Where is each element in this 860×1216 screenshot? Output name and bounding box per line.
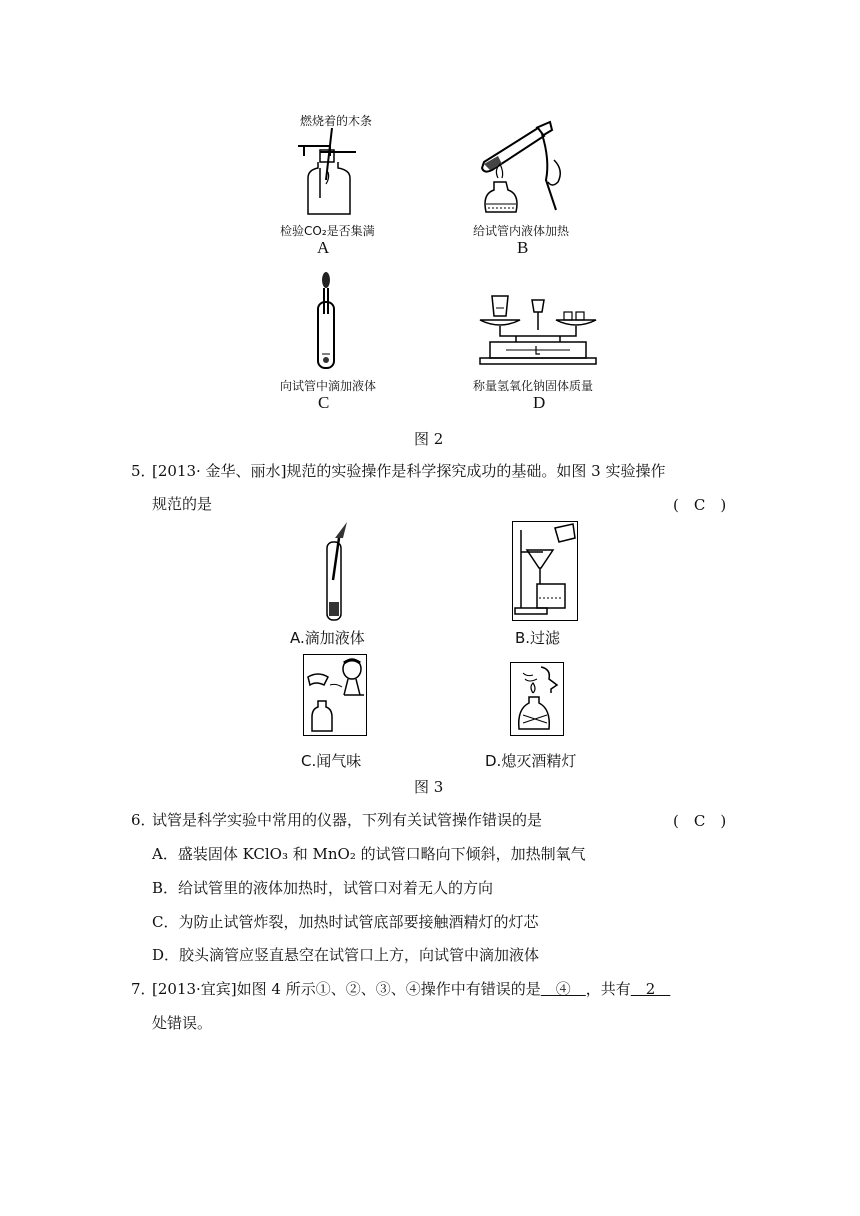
question-6-text: 试管是科学实验中常用的仪器，下列有关试管操作错误的是 — [152, 811, 543, 829]
question-6-option-b: B．给试管里的液体加热时，试管口对着无人的方向 — [152, 879, 494, 897]
figure2-a-caption: 检验CO₂是否集满 — [280, 224, 375, 238]
question-5-text: [2013· 金华、丽水]规范的实验操作是科学探究成功的基础。如图 3 实验操作 — [152, 462, 666, 480]
question-7-text-b: ，共有 — [585, 980, 631, 998]
figure3-d-label: D.熄灭酒精灯 — [485, 752, 577, 770]
gas-bottle-illustration — [290, 128, 360, 218]
dropper-test-tube-illustration — [306, 272, 346, 372]
question-6-option-d: D．胶头滴管应竖直悬空在试管口上方，向试管中滴加液体 — [152, 946, 540, 964]
figure3-a-label: A.滴加液体 — [290, 629, 365, 647]
figure2-label: 图 2 — [414, 430, 444, 448]
figure3-c-label: C.闻气味 — [301, 752, 362, 770]
question-6-option-c: C．为防止试管炸裂，加热时试管底部要接触酒精灯的灯芯 — [152, 913, 539, 931]
question-7-text-line2: 处错误。 — [152, 1014, 213, 1032]
figure2-c-caption: 向试管中滴加液体 — [280, 379, 377, 393]
figure2-b-letter: B — [517, 238, 529, 257]
question-6-number: 6． — [131, 811, 156, 829]
question-6-option-a: A．盛装固体 KClO₃ 和 MnO₂ 的试管口略向下倾斜，加热制氧气 — [152, 845, 586, 863]
question-5-number: 5． — [131, 462, 156, 480]
question-7-blank-1: ④ — [540, 980, 586, 998]
question-7-line1 — [152, 979, 670, 999]
question-7-number: 7． — [131, 980, 156, 998]
figure2-d-letter: D — [533, 393, 546, 412]
figure3-b-label: B.过滤 — [515, 629, 561, 647]
dropping-liquid-illustration — [319, 520, 357, 624]
heating-test-tube-illustration — [476, 120, 576, 220]
alcohol-lamp-frame — [510, 662, 564, 736]
filtration-frame — [512, 521, 578, 621]
question-5-answer: ( C ) — [673, 496, 727, 514]
figure2-d-caption: 称量氢氧化钠固体质量 — [473, 379, 594, 393]
figure3-label: 图 3 — [414, 778, 444, 796]
figure2-a-letter: A — [317, 238, 330, 257]
question-7-text-a: [2013·宜宾]如图 4 所示①、②、③、④操作中有错误的是 — [152, 980, 541, 998]
blowing-lamp-illustration — [511, 663, 563, 735]
figure2-a-top-caption: 燃烧着的木条 — [300, 114, 373, 128]
figure2-b-caption: 给试管内液体加热 — [473, 224, 570, 238]
question-7-blank-2: 2 — [630, 980, 671, 998]
question-5-text-line2: 规范的是 — [152, 495, 213, 513]
filtration-illustration — [513, 522, 577, 620]
smelling-gas-illustration — [304, 655, 366, 735]
question-6-answer: ( C ) — [673, 812, 727, 830]
smelling-frame — [303, 654, 367, 736]
balance-scale-illustration — [476, 290, 600, 374]
figure2-c-letter: C — [318, 393, 330, 412]
